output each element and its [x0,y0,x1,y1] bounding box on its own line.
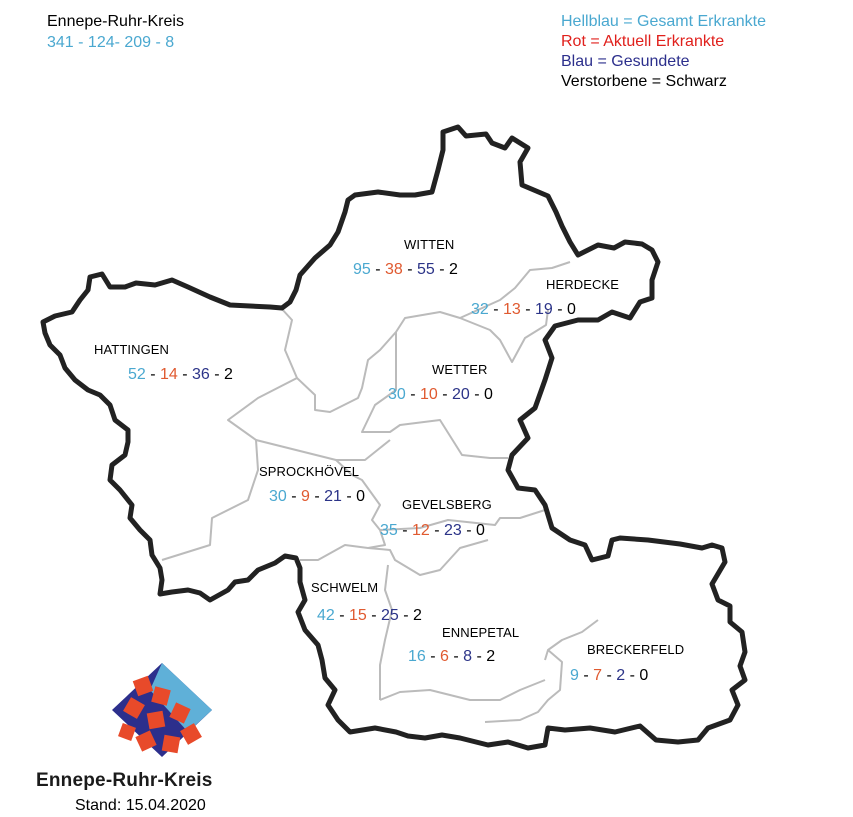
total-count: 32 [471,301,489,318]
district-stats-breckerfeld [570,667,648,685]
separator: - [625,667,640,684]
separator: - [448,648,464,665]
header-title: Ennepe-Ruhr-Kreis [47,13,184,30]
district-stats-sprockhoevel [269,488,365,506]
district-name-schwelm: SCHWELM [311,580,379,595]
active-count: 38 [385,261,403,278]
recovered-count: 21 [324,488,342,505]
active-count: 6 [440,648,449,665]
district-stats-herdecke [471,301,576,319]
deceased-count: 0 [639,667,649,684]
legend-active: Rot = Aktuell Erkrankte [561,33,725,50]
deceased-count: 0 [484,386,493,403]
deceased-count: 2 [449,261,458,278]
separator: - [425,648,441,665]
total-count: 52 [128,366,146,383]
separator: - [434,261,450,278]
separator: - [309,488,325,505]
total-count: 42 [317,607,335,624]
total-count: 16 [408,648,426,665]
logo-emblem [112,663,212,757]
separator: - [469,386,485,403]
legend [561,12,766,92]
separator: - [429,522,445,539]
legend-total: Hellblau = Gesamt Erkrankte [561,13,766,30]
logo-text: Ennepe-Ruhr-Kreis [36,770,213,791]
separator: - [402,261,418,278]
deceased-count: 2 [224,366,233,383]
separator: - [488,301,504,318]
district-name-wetter: WETTER [432,362,488,377]
district-stats-schwelm [317,607,422,625]
deceased-count: 0 [567,301,576,318]
deceased-count: 2 [486,648,496,665]
total-count: 30 [269,488,287,505]
recovered-count: 23 [444,522,462,539]
legend-deceased: Verstorbene = Schwarz [561,73,727,90]
stand-date: Stand: 15.04.2020 [75,797,206,814]
recovered-count: 25 [381,607,399,624]
district-name-witten: WITTEN [404,237,455,252]
separator: - [145,366,161,383]
separator: - [405,386,421,403]
active-count: 10 [420,386,438,403]
district-stats-gevelsberg [380,522,485,540]
district-name-sprockhoevel: SPROCKHÖVEL [259,464,360,479]
recovered-count: 8 [463,648,473,665]
active-count: 14 [160,366,178,383]
recovered-count: 19 [535,301,553,318]
district-name-herdecke: HERDECKE [546,277,620,292]
active-count: 13 [503,301,521,318]
active-count: 7 [593,667,603,684]
district-name-ennepetal: ENNEPETAL [442,625,520,640]
separator: - [602,667,617,684]
active-count: 15 [349,607,367,624]
separator: - [341,488,357,505]
separator: - [286,488,302,505]
separator: - [397,522,413,539]
separator: - [398,607,414,624]
recovered-count: 2 [616,667,626,684]
separator: - [437,386,453,403]
deceased-count: 2 [413,607,422,624]
total-count: 35 [380,522,398,539]
district-name-hattingen: HATTINGEN [94,342,170,357]
deceased-count: 0 [356,488,366,505]
header-stats: 341 - 124- 209 - 8 [47,34,175,51]
recovered-count: 55 [417,261,435,278]
legend-recovered: Blau = Gesundete [561,53,690,70]
separator: - [209,366,225,383]
separator: - [461,522,477,539]
district-stats-wetter [388,386,493,404]
deceased-count: 0 [476,522,485,539]
district-name-breckerfeld: BRECKERFELD [587,642,685,657]
total-count: 95 [353,261,371,278]
active-count: 12 [412,522,430,539]
total-count: 9 [570,667,579,684]
separator: - [177,366,193,383]
district-name-gevelsberg: GEVELSBERG [402,497,492,512]
separator: - [578,667,594,684]
district-stats-witten [353,261,458,279]
separator: - [334,607,350,624]
separator: - [520,301,536,318]
separator: - [370,261,386,278]
recovered-count: 36 [192,366,210,383]
separator: - [552,301,568,318]
total-count: 30 [388,386,406,403]
recovered-count: 20 [452,386,470,403]
active-count: 9 [301,488,310,505]
separator: - [366,607,382,624]
district-stats-ennepetal [408,648,495,666]
separator: - [472,648,487,665]
district-stats-hattingen [128,366,233,384]
